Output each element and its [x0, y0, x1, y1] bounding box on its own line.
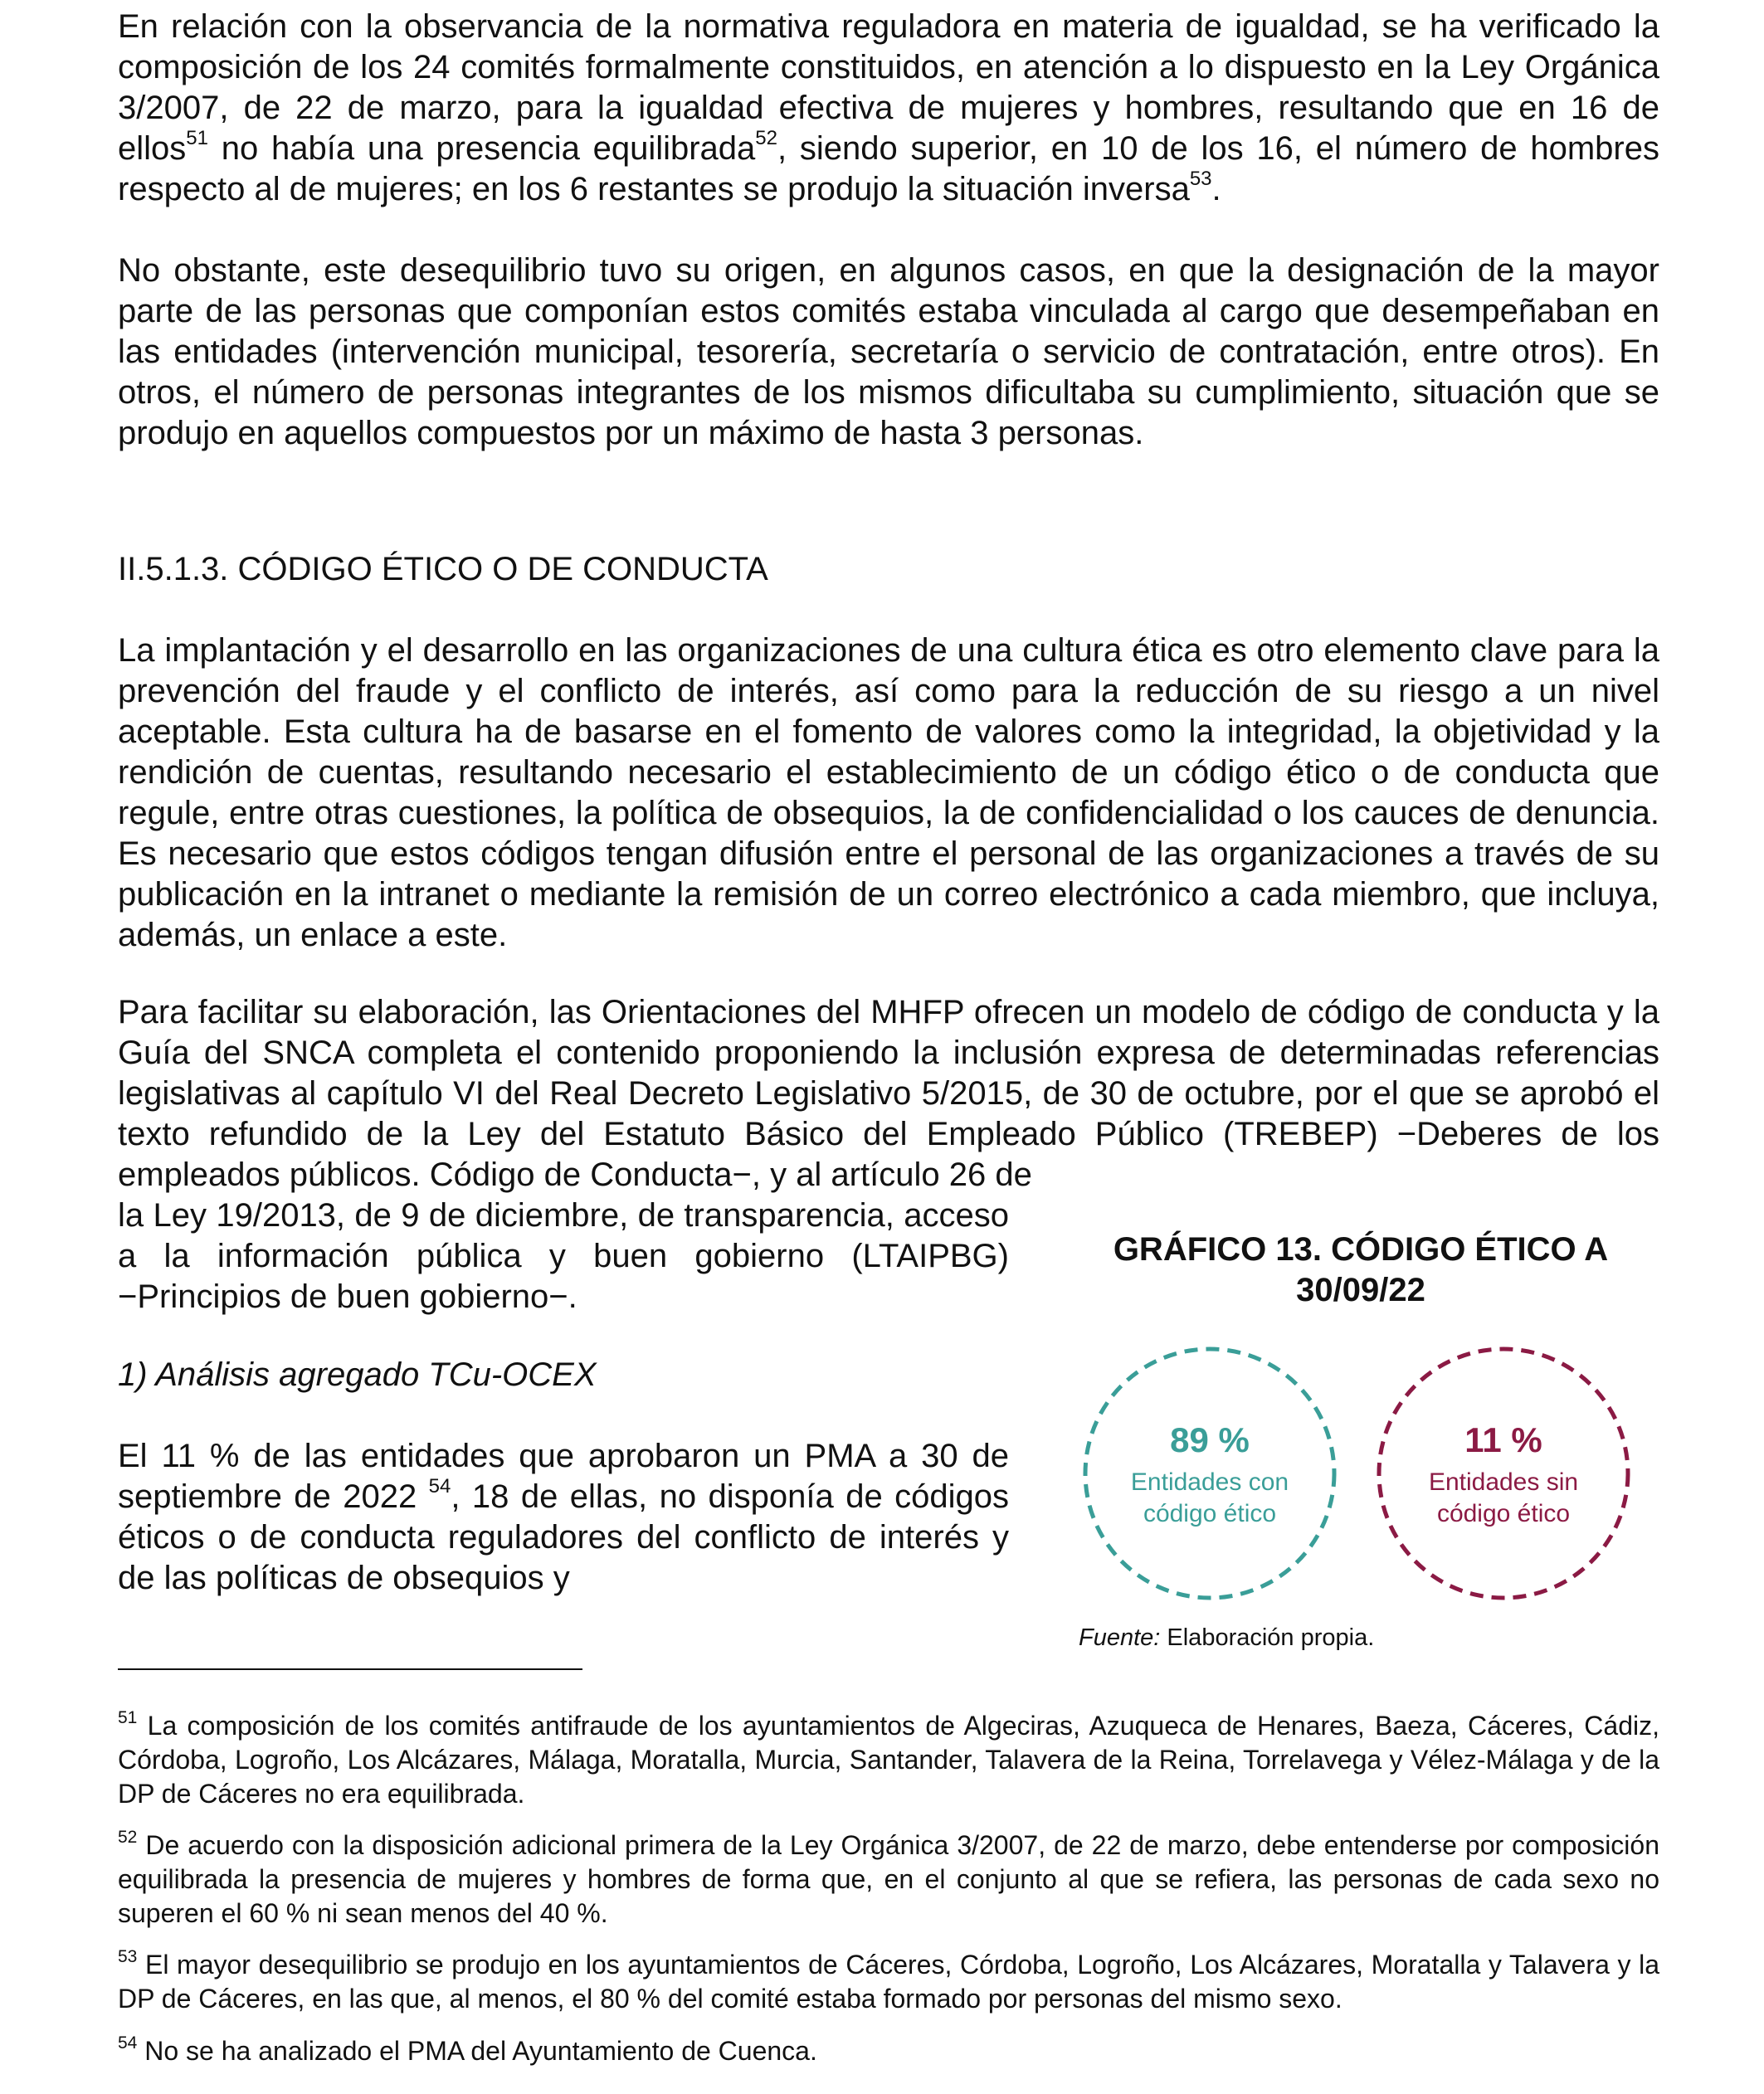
category-label-2-line-1: Entidades sin	[1428, 1468, 1579, 1496]
paragraph-analisis: El 11 % de las entidades que aprobaron un PMA a 30 de septiembre de 2022 $^{54}$, 18 de ellas, no disponía de códigos éticos o de conducta reguladores del conflicto de interés y de las políticas de obsequios y	[118, 1438, 1010, 1596]
footnote-number: 51	[118, 1708, 138, 1728]
chart-codigo-etico	[1062, 1336, 1659, 1609]
footnote-ref-54[interactable]: 54	[428, 1474, 451, 1497]
chart-source	[1079, 1623, 1643, 1653]
footnote-number: 52	[118, 1828, 138, 1848]
footnote-separator	[118, 1668, 582, 1670]
paragraph-igualdad: En relación con la observancia de la normativa reguladora en materia de igualdad, se ha verificado la composición de los 24 comités formalmente constituidos, en atención a lo dispuesto en la Ley Orgánica 3/2007, de 22 de marzo, para la igualdad efectiva de mujeres y hombres, resultando que en 16 de ellos$^{51}$ no había una presencia equilibrada$^{52}$, siendo superior, en 10 de los 16, el número de hombres respecto al de mujeres; en los 6 restantes se produjo la situación inversa$^{53}$.	[118, 8, 1659, 207]
source-text: Elaboración propia.	[1160, 1624, 1375, 1651]
footnote-ref-52[interactable]: 52	[755, 126, 777, 149]
paragraph-cultura-etica: La implantación y el desarrollo en las organizaciones de una cultura ética es otro elemento clave para la prevención del fraude y el conflicto de interés, así como para la reducción de su riesgo a un nivel aceptable. Esta cultura ha de basarse en el fomento de valores como la integridad, la objetividad y la rendición de cuentas, resultando necesario el establecimiento de un código ético o de conducta que regule, entre otras cuestiones, la política de obsequios, la de confidencialidad o los cauces de denuncia. Es necesario que estos códigos tengan difusión entre el personal de las organizaciones a través de su publicación en la intranet o mediante la remisión de un correo electrónico a cada miembro, que incluya, además, un enlace a este.	[118, 632, 1659, 953]
category-label-1-line-1: Entidades con	[1130, 1468, 1289, 1496]
footnote-number: 54	[118, 2033, 138, 2053]
footnote-54: $^{54}$ No se ha analizado el PMA del Ayuntamiento de Cuenca.	[118, 2033, 817, 2066]
footnote-53: $^{53}$ El mayor desequilibrio se produjo en los ayuntamientos de Cáceres, Córdoba, Logroño, Los Alcázares, Moratalla y Talavera y la DP de Cáceres, en las que, al menos, el 80 % del comité estaba formado por personas del mismo sexo.	[118, 1947, 1659, 2014]
value-label-2: 11 %	[1464, 1420, 1542, 1459]
paragraph-elaboracion: Para facilitar su elaboración, las Orientaciones del MHFP ofrecen un modelo de código de conducta y la Guía del SNCA completa el contenido proponiendo la inclusión expresa de determinadas referencias legislativas al capítulo VI del Real Decreto Legislativo 5/2015, de 30 de octubre, por el que se aprobó el texto refundido de la Ley del Estatuto Básico del Empleado Público (TREBEP) −Deberes de los empleados públicos. Código de Conducta−, y al artículo 26 de	[118, 994, 1659, 1193]
source-label: Fuente:	[1079, 1624, 1161, 1651]
subsection-heading: 1) Análisis agregado TCu-OCEX	[118, 1356, 597, 1393]
category-label-2-line-2: código ético	[1436, 1500, 1571, 1527]
category-label-1-line-2: código ético	[1143, 1500, 1277, 1527]
chart-title: GRÁFICO 13. CÓDIGO ÉTICO A 30/09/22	[1113, 1231, 1609, 1308]
value-label-1: 89 %	[1170, 1420, 1250, 1459]
footnote-number: 53	[118, 1947, 138, 1967]
footnote-ref-53[interactable]: 53	[1189, 167, 1212, 190]
footnote-ref-51[interactable]: 51	[186, 126, 208, 149]
paragraph-elaboracion-continued: la Ley 19/2013, de 9 de diciembre, de transparencia, acceso a la información pública y buen gobierno (LTAIPBG) −Principios de buen gobierno−.	[118, 1197, 1009, 1315]
section-heading: II.5.1.3. CÓDIGO ÉTICO O DE CONDUCTA	[118, 551, 768, 587]
footnote-52: $^{52}$ De acuerdo con la disposición adicional primera de la Ley Orgánica 3/2007, de 22 de marzo, debe entenderse por composición equilibrada la presencia de mujeres y hombres de forma que, en el conjunto al que se refiera, las personas de cada sexo no superen el 60 % ni sean menos del 40 %.	[118, 1828, 1659, 1928]
paragraph-desequilibrio: No obstante, este desequilibrio tuvo su origen, en algunos casos, en que la designación de la mayor parte de las personas que componían estos comités estaba vinculada al cargo que desempeñaban en las entidades (intervención municipal, tesorería, secretaría o servicio de contratación, entre otros). En otros, el número de personas integrantes de los mismos dificultaba su cumplimiento, situación que se produjo en aquellos compuestos por un máximo de hasta 3 personas.	[118, 252, 1659, 451]
footnote-51: $^{51}$ La composición de los comités antifraude de los ayuntamientos de Algeciras, Azuqueca de Henares, Baeza, Cáceres, Cádiz, Córdoba, Logroño, Los Alcázares, Málaga, Moratalla, Murcia, Santander, Talavera de la Reina, Torrelavega y Vélez-Málaga y de la DP de Cáceres no era equilibrada.	[118, 1708, 1659, 1809]
